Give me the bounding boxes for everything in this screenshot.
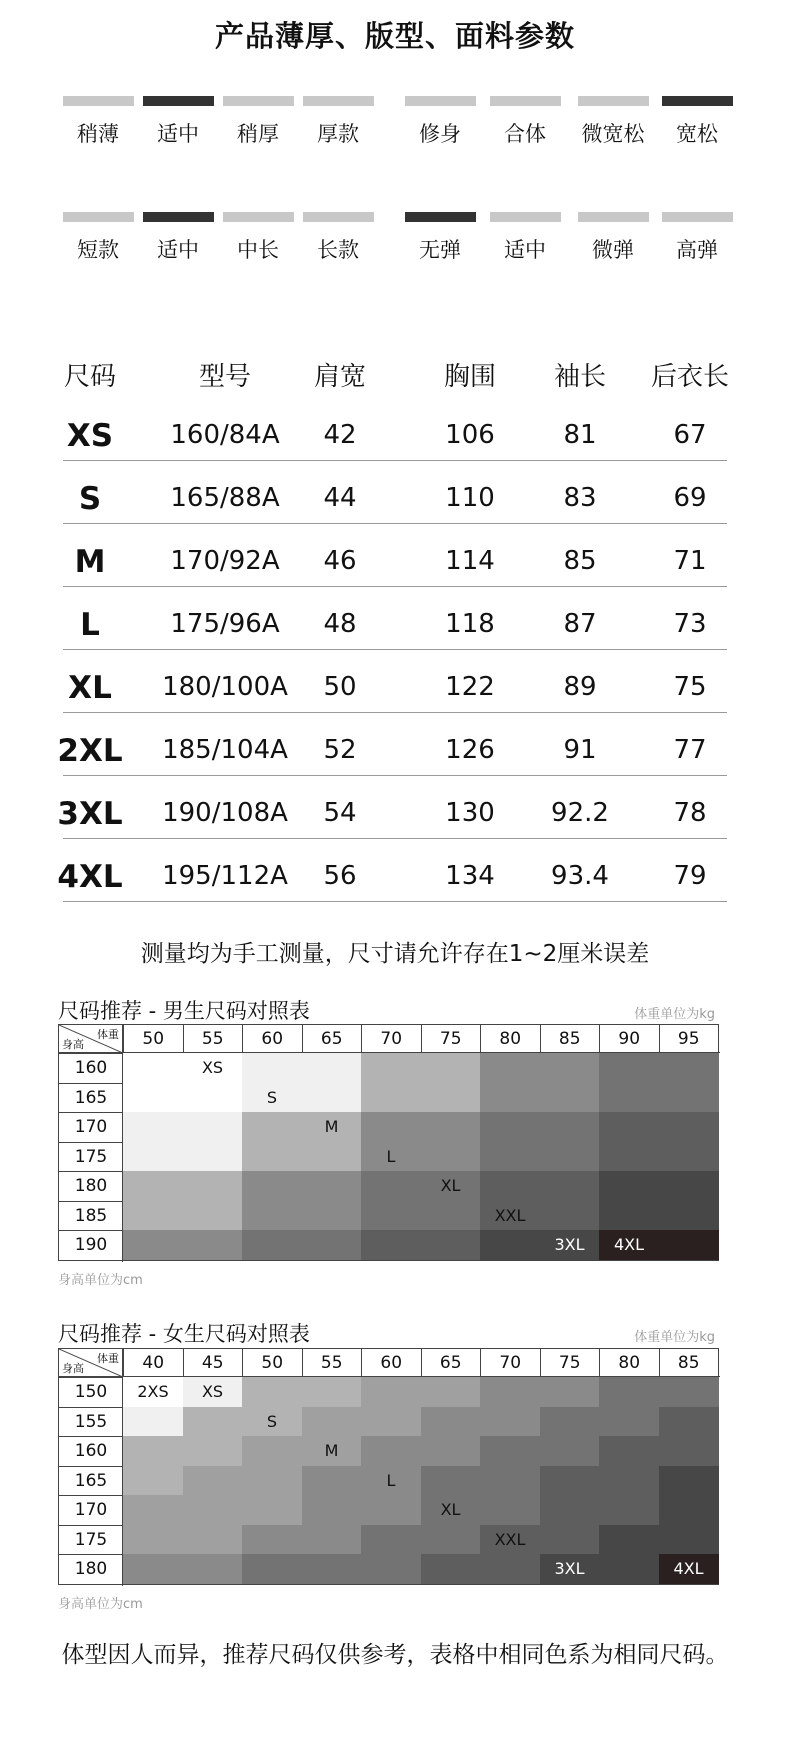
women-grid-cell [183,1554,243,1584]
women-grid-cell [302,1554,362,1584]
men-grid-cell [242,1230,302,1260]
women-corner-height: 身高 [62,1362,84,1375]
table-row-divider [63,775,727,776]
size-table-sleeve-1: 83 [563,483,597,513]
men-grid-cell [361,1112,421,1142]
women-grid-cell [540,1525,600,1555]
men-size-label: S [266,1087,278,1107]
thickness-bar-0 [63,96,134,106]
women-weight-header: 50 [242,1349,302,1377]
thickness-bar-1 [143,96,214,106]
men-corner [59,1025,123,1053]
size-table-chest-0: 106 [445,420,495,450]
stretch-bar-0 [405,212,476,222]
header-chest: 胸围 [443,362,496,392]
table-row-divider [63,838,727,839]
men-grid-cell [421,1112,481,1142]
women-corner-weight: 体重 [97,1352,119,1365]
men-grid-cell [659,1053,719,1083]
men-grid-cell [480,1053,540,1083]
men-grid-cell [540,1201,600,1231]
size-table-model-1: 165/88A [170,483,280,513]
women-grid-cell [659,1466,719,1496]
men-weight-header: 60 [242,1025,302,1053]
stretch-label-3: 高弹 [676,238,718,262]
table-row-divider [63,901,727,902]
size-table-back-length-6: 78 [673,798,707,828]
men-size-grid [58,1024,719,1261]
men-grid-cell [659,1201,719,1231]
men-grid-cell [242,1171,302,1201]
men-grid-cell [361,1230,421,1260]
women-size-label: XS [201,1382,224,1401]
women-size-label: XL [440,1500,461,1519]
men-grid-cell [659,1230,719,1260]
women-size-label: 2XS [137,1382,169,1401]
men-grid-title: 尺码推荐 - 男生尺码对照表 [58,999,310,1023]
women-grid-cell [123,1436,183,1466]
size-table-chest-6: 130 [445,798,495,828]
size-table-size-7: 4XL [57,859,123,895]
men-grid-cell [242,1112,302,1142]
men-grid-cell [480,1230,540,1260]
men-grid-cell [480,1142,540,1172]
women-height-label: 170 [59,1495,123,1525]
women-grid-cell [302,1525,362,1555]
size-table-sleeve-0: 81 [563,420,597,450]
women-weight-unit: 体重单位为kg [634,1330,715,1345]
men-weight-header: 70 [361,1025,421,1053]
size-table-size-5: 2XL [57,733,123,769]
women-grid-cell [421,1377,481,1407]
size-table-back-length-5: 77 [673,735,707,765]
men-size-label: 4XL [613,1235,645,1254]
men-grid-cell [242,1142,302,1172]
size-table-sleeve-2: 85 [563,546,597,576]
women-grid-cell [302,1466,362,1496]
men-grid-cell [183,1171,243,1201]
men-weight-header: 85 [540,1025,600,1053]
women-size-label: S [266,1411,278,1431]
fit-bar-1 [490,96,561,106]
fit-bar-0 [405,96,476,106]
women-grid-cell [480,1466,540,1496]
women-grid-cell [599,1525,659,1555]
size-table-sleeve-5: 91 [563,735,597,765]
size-table-back-length-4: 75 [673,672,707,702]
table-row-divider [63,649,727,650]
women-size-label: L [386,1470,396,1490]
women-weight-header: 75 [540,1349,600,1377]
men-grid-cell [599,1053,659,1083]
women-grid-cell [480,1436,540,1466]
men-size-label: XXL [494,1205,526,1225]
women-height-label: 150 [59,1377,123,1407]
men-height-unit: 身高单位为cm [58,1273,143,1288]
men-grid-cell [361,1083,421,1113]
men-grid-cell [599,1142,659,1172]
men-grid-cell [242,1053,302,1083]
size-table-chest-1: 110 [445,483,495,513]
women-grid-cell [123,1495,183,1525]
women-grid-cell [183,1495,243,1525]
men-grid-cell [540,1112,600,1142]
table-row-divider [63,712,727,713]
women-grid-cell [659,1407,719,1437]
size-table-model-7: 195/112A [162,861,288,891]
men-size-label: XL [440,1176,461,1195]
fit-label-0: 修身 [419,122,461,146]
header-shoulder: 肩宽 [313,362,366,392]
men-grid-cell [361,1053,421,1083]
women-grid-cell [183,1525,243,1555]
men-column-divider [122,1025,123,1262]
men-grid-cell [302,1142,362,1172]
men-grid-cell [659,1171,719,1201]
men-size-label: L [386,1146,396,1166]
men-grid-cell [599,1112,659,1142]
men-weight-header: 95 [659,1025,719,1053]
men-size-label: XS [201,1058,224,1077]
women-size-grid [58,1348,719,1585]
men-grid-cell [421,1201,481,1231]
women-grid-cell [421,1525,481,1555]
size-table-sleeve-6: 92.2 [551,798,609,828]
men-grid-cell [123,1083,183,1113]
women-height-label: 175 [59,1525,123,1555]
length-label-1: 适中 [157,238,199,262]
women-weight-header: 40 [123,1349,183,1377]
women-weight-header: 85 [659,1349,719,1377]
women-grid-cell [599,1436,659,1466]
women-grid-cell [242,1525,302,1555]
stretch-bar-3 [662,212,733,222]
men-grid-cell [123,1230,183,1260]
women-grid-cell [123,1554,183,1584]
women-grid-cell [123,1525,183,1555]
men-grid-cell [480,1112,540,1142]
women-grid-cell [361,1377,421,1407]
header-size: 尺码 [63,362,116,392]
women-grid-cell [302,1495,362,1525]
women-grid-cell [123,1466,183,1496]
men-grid-cell [599,1083,659,1113]
size-table-sleeve-4: 89 [563,672,597,702]
men-height-label: 165 [59,1083,123,1113]
women-corner [59,1349,123,1377]
men-grid-cell [123,1142,183,1172]
women-grid-cell [659,1436,719,1466]
men-weight-header: 65 [302,1025,362,1053]
women-grid-cell [361,1436,421,1466]
women-grid-cell [361,1554,421,1584]
women-grid-cell [540,1377,600,1407]
size-table-chest-7: 134 [445,861,495,891]
men-grid-cell [361,1171,421,1201]
stretch-bar-1 [490,212,561,222]
women-grid-cell [480,1554,540,1584]
table-row-divider [63,460,727,461]
men-grid-cell [480,1083,540,1113]
men-grid-cell [302,1171,362,1201]
size-table-chest-4: 122 [445,672,495,702]
women-grid-cell [242,1436,302,1466]
men-height-label: 175 [59,1142,123,1172]
men-grid-cell [302,1201,362,1231]
men-grid-cell [123,1112,183,1142]
women-weight-header: 70 [480,1349,540,1377]
men-height-label: 185 [59,1201,123,1231]
men-grid-cell [123,1171,183,1201]
men-grid-cell [421,1142,481,1172]
page-title: 产品薄厚、版型、面料参数 [214,19,575,53]
men-grid-cell [540,1083,600,1113]
men-grid-cell [599,1201,659,1231]
men-grid-cell [302,1230,362,1260]
women-grid-cell [421,1407,481,1437]
thickness-label-2: 稍厚 [237,122,279,146]
men-grid-cell [183,1083,243,1113]
size-table-shoulder-0: 42 [323,420,357,450]
women-grid-title: 尺码推荐 - 女生尺码对照表 [58,1322,310,1346]
men-header-divider [59,1052,720,1053]
thickness-label-1: 适中 [157,122,199,146]
women-grid-cell [480,1495,540,1525]
men-size-label: M [324,1117,339,1136]
women-height-label: 155 [59,1407,123,1437]
women-weight-header: 80 [599,1349,659,1377]
size-table-back-length-2: 71 [673,546,707,576]
length-bar-1 [143,212,214,222]
men-height-label: 180 [59,1171,123,1201]
men-height-label: 170 [59,1112,123,1142]
measure-note: 测量均为手工测量，尺寸请允许存在1~2厘米误差 [140,941,650,967]
women-grid-cell [540,1466,600,1496]
men-grid-cell [123,1053,183,1083]
women-weight-header: 55 [302,1349,362,1377]
size-table-chest-3: 118 [445,609,495,639]
women-grid-cell [659,1525,719,1555]
women-grid-cell [421,1466,481,1496]
women-grid-cell [361,1495,421,1525]
women-grid-cell [123,1407,183,1437]
men-height-label: 190 [59,1230,123,1260]
women-grid-cell [599,1554,659,1584]
women-size-label: XXL [494,1529,526,1549]
women-grid-cell [599,1466,659,1496]
size-table-back-length-0: 67 [673,420,707,450]
men-grid-cell [361,1201,421,1231]
stretch-label-2: 微弹 [592,238,634,262]
men-weight-header: 75 [421,1025,481,1053]
women-grid-cell [183,1436,243,1466]
women-grid-cell [183,1407,243,1437]
women-height-label: 180 [59,1554,123,1584]
stretch-label-0: 无弹 [419,238,461,262]
men-grid-cell [540,1053,600,1083]
women-height-label: 160 [59,1436,123,1466]
size-table-back-length-1: 69 [673,483,707,513]
women-grid-cell [421,1436,481,1466]
women-grid-cell [361,1525,421,1555]
men-grid-cell [302,1083,362,1113]
men-grid-cell [183,1142,243,1172]
men-grid-cell [659,1083,719,1113]
men-height-label: 160 [59,1053,123,1083]
stretch-label-1: 适中 [504,238,546,262]
men-weight-header: 50 [123,1025,183,1053]
size-table-model-4: 180/100A [162,672,288,702]
fit-bar-2 [578,96,649,106]
size-table-shoulder-7: 56 [323,861,357,891]
women-grid-cell [480,1407,540,1437]
size-table-shoulder-2: 46 [323,546,357,576]
women-weight-header: 60 [361,1349,421,1377]
women-grid-cell [361,1407,421,1437]
header-back-length: 后衣长 [650,362,729,392]
men-weight-header: 55 [183,1025,243,1053]
men-corner-weight: 体重 [97,1028,119,1041]
men-grid-cell [421,1053,481,1083]
size-table-model-6: 190/108A [162,798,288,828]
size-table-back-length-7: 79 [673,861,707,891]
men-weight-unit: 体重单位为kg [634,1007,715,1022]
length-label-3: 长款 [317,238,359,262]
fit-label-2: 微宽松 [581,122,645,146]
size-table-shoulder-1: 44 [323,483,357,513]
size-table-model-0: 160/84A [170,420,280,450]
length-label-2: 中长 [237,238,279,262]
length-bar-2 [223,212,294,222]
men-grid-cell [421,1083,481,1113]
size-table-sleeve-7: 93.4 [551,861,609,891]
men-grid-cell [659,1112,719,1142]
women-grid-cell [599,1407,659,1437]
women-grid-cell [302,1377,362,1407]
men-grid-cell [302,1053,362,1083]
women-grid-cell [242,1466,302,1496]
women-weight-header: 45 [183,1349,243,1377]
women-grid-cell [183,1466,243,1496]
size-table-model-5: 185/104A [162,735,288,765]
size-table-size-6: 3XL [57,796,123,832]
women-grid-cell [480,1377,540,1407]
men-grid-cell [183,1230,243,1260]
size-table-model-3: 175/96A [170,609,280,639]
size-table-sleeve-3: 87 [563,609,597,639]
women-height-label: 165 [59,1466,123,1496]
women-size-label: 4XL [673,1559,704,1578]
size-table-size-2: M [74,544,106,580]
women-grid-cell [540,1436,600,1466]
table-row-divider [63,586,727,587]
size-table-shoulder-6: 54 [323,798,357,828]
women-grid-cell [421,1554,481,1584]
header-sleeve: 袖长 [553,362,606,392]
stretch-bar-2 [578,212,649,222]
size-table-size-1: S [78,481,102,517]
thickness-label-0: 稍薄 [77,122,119,146]
size-table-size-0: XS [66,418,114,454]
thickness-label-3: 厚款 [317,122,359,146]
men-grid-cell [242,1201,302,1231]
table-row-divider [63,523,727,524]
size-table-size-4: XL [68,670,112,706]
women-weight-header: 65 [421,1349,481,1377]
women-size-label: 3XL [554,1559,585,1578]
women-grid-cell [599,1377,659,1407]
women-grid-cell [242,1377,302,1407]
size-table-back-length-3: 73 [673,609,707,639]
size-table-chest-5: 126 [445,735,495,765]
women-grid-cell [242,1554,302,1584]
women-size-label: M [324,1441,339,1460]
thickness-bar-2 [223,96,294,106]
header-model: 型号 [198,362,251,392]
men-grid-cell [540,1171,600,1201]
fit-label-1: 合体 [504,122,546,146]
women-grid-cell [242,1495,302,1525]
women-grid-cell [302,1407,362,1437]
length-bar-0 [63,212,134,222]
length-label-0: 短款 [77,238,119,262]
men-grid-cell [183,1112,243,1142]
size-table-shoulder-3: 48 [323,609,357,639]
men-weight-header: 80 [480,1025,540,1053]
fit-bar-3 [662,96,733,106]
men-grid-cell [659,1142,719,1172]
bottom-note: 体型因人而异，推荐尺码仅供参考，表格中相同色系为相同尺码。 [61,1642,729,1668]
size-table-chest-2: 114 [445,546,495,576]
women-height-unit: 身高单位为cm [58,1597,143,1612]
men-corner-height: 身高 [62,1038,84,1051]
women-grid-cell [599,1495,659,1525]
men-grid-cell [599,1171,659,1201]
men-weight-header: 90 [599,1025,659,1053]
women-grid-cell [540,1495,600,1525]
men-grid-cell [480,1171,540,1201]
women-header-divider [59,1376,720,1377]
women-grid-cell [659,1495,719,1525]
length-bar-3 [303,212,374,222]
men-grid-cell [421,1230,481,1260]
size-table-shoulder-4: 50 [323,672,357,702]
fit-label-3: 宽松 [676,122,718,146]
thickness-bar-3 [303,96,374,106]
women-grid-cell [659,1377,719,1407]
men-grid-cell [123,1201,183,1231]
size-table-model-2: 170/92A [170,546,280,576]
men-grid-cell [540,1142,600,1172]
size-table-size-3: L [80,607,100,643]
size-table-shoulder-5: 52 [323,735,357,765]
men-grid-cell [183,1201,243,1231]
women-grid-cell [540,1407,600,1437]
men-size-label: 3XL [554,1235,585,1254]
